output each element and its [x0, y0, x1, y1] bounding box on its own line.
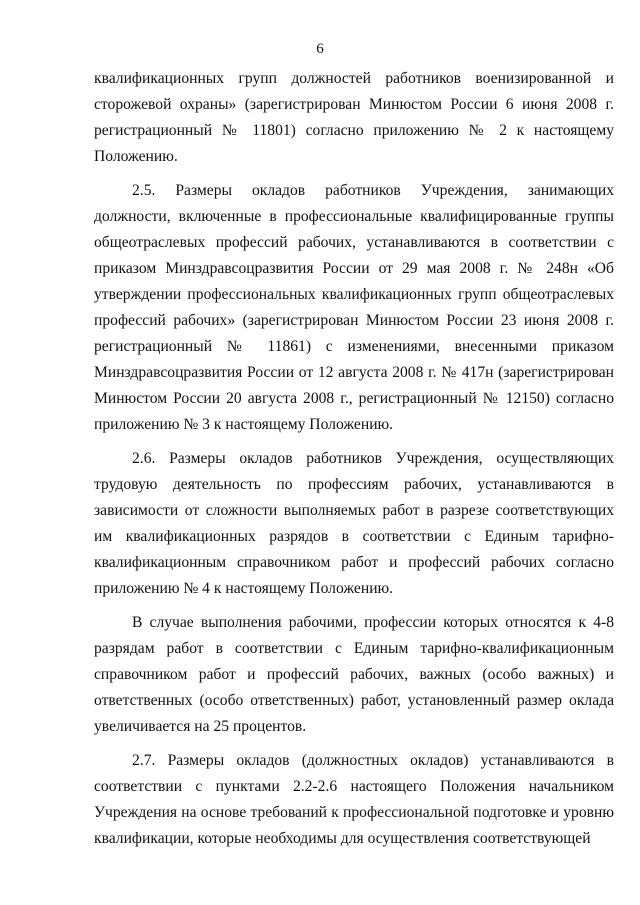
paragraph-2-6-continuation: В случае выполнения рабочими, профессии которых относятся к 4-8 разрядам работ в соответствии с Единым тарифно-квалификационным справочником работ и профессий рабочих, важных (особо важных) и ответственных (особо ответственных) работ, установленный размер оклада увеличивается на 25 процентов. [94, 614, 614, 735]
page-number: 6 [316, 41, 324, 57]
document-body [94, 66, 614, 860]
paragraph-2-5: 2.5. Размеры окладов работников Учреждения, занимающих должности, включенные в профессиональные квалифицированные группы общеотраслевых профессий рабочих, устанавливаются в соответствии с приказом Минздравсоцразвития России от 29 мая 2008 г. № 248н «Об утверждении профессиональных квалификационных групп общеотраслевых профессий рабочих» (зарегистрирован Минюстом России 23 июня 2008 г. регистрационный № 11861) с изменениями, внесенными приказом Минздравсоцразвития России от 12 августа 2008 г. № 417н (зарегистрирован Минюстом России 20 августа 2008 г., регистрационный № 12150) согласно приложению № 3 к настоящему Положению. [94, 182, 614, 433]
paragraph-continued: квалификационных групп должностей работников военизированной и сторожевой охраны» (зарегистрирован Минюстом России 6 июня 2008 г. регистрационный № 11801) согласно приложению № 2 к настоящему Положению. [94, 70, 614, 165]
paragraph-2-6: 2.6. Размеры окладов работников Учреждения, осуществляющих трудовую деятельность по профессиям рабочих, устанавливаются в зависимости от сложности выполняемых работ в разрезе соответствующих им квалификационных разрядов в соответствии с Единым тарифно-квалификационным справочником работ и профессий рабочих согласно приложению № 4 к настоящему Положению. [94, 450, 614, 597]
paragraph-2-7: 2.7. Размеры окладов (должностных окладов) устанавливаются в соответствии с пунктами 2.2-2.6 настоящего Положения начальником Учреждения на основе требований к профессиональной подготовке и уровню квалификации, которые необходимы для осуществления соответствующей [94, 752, 614, 847]
